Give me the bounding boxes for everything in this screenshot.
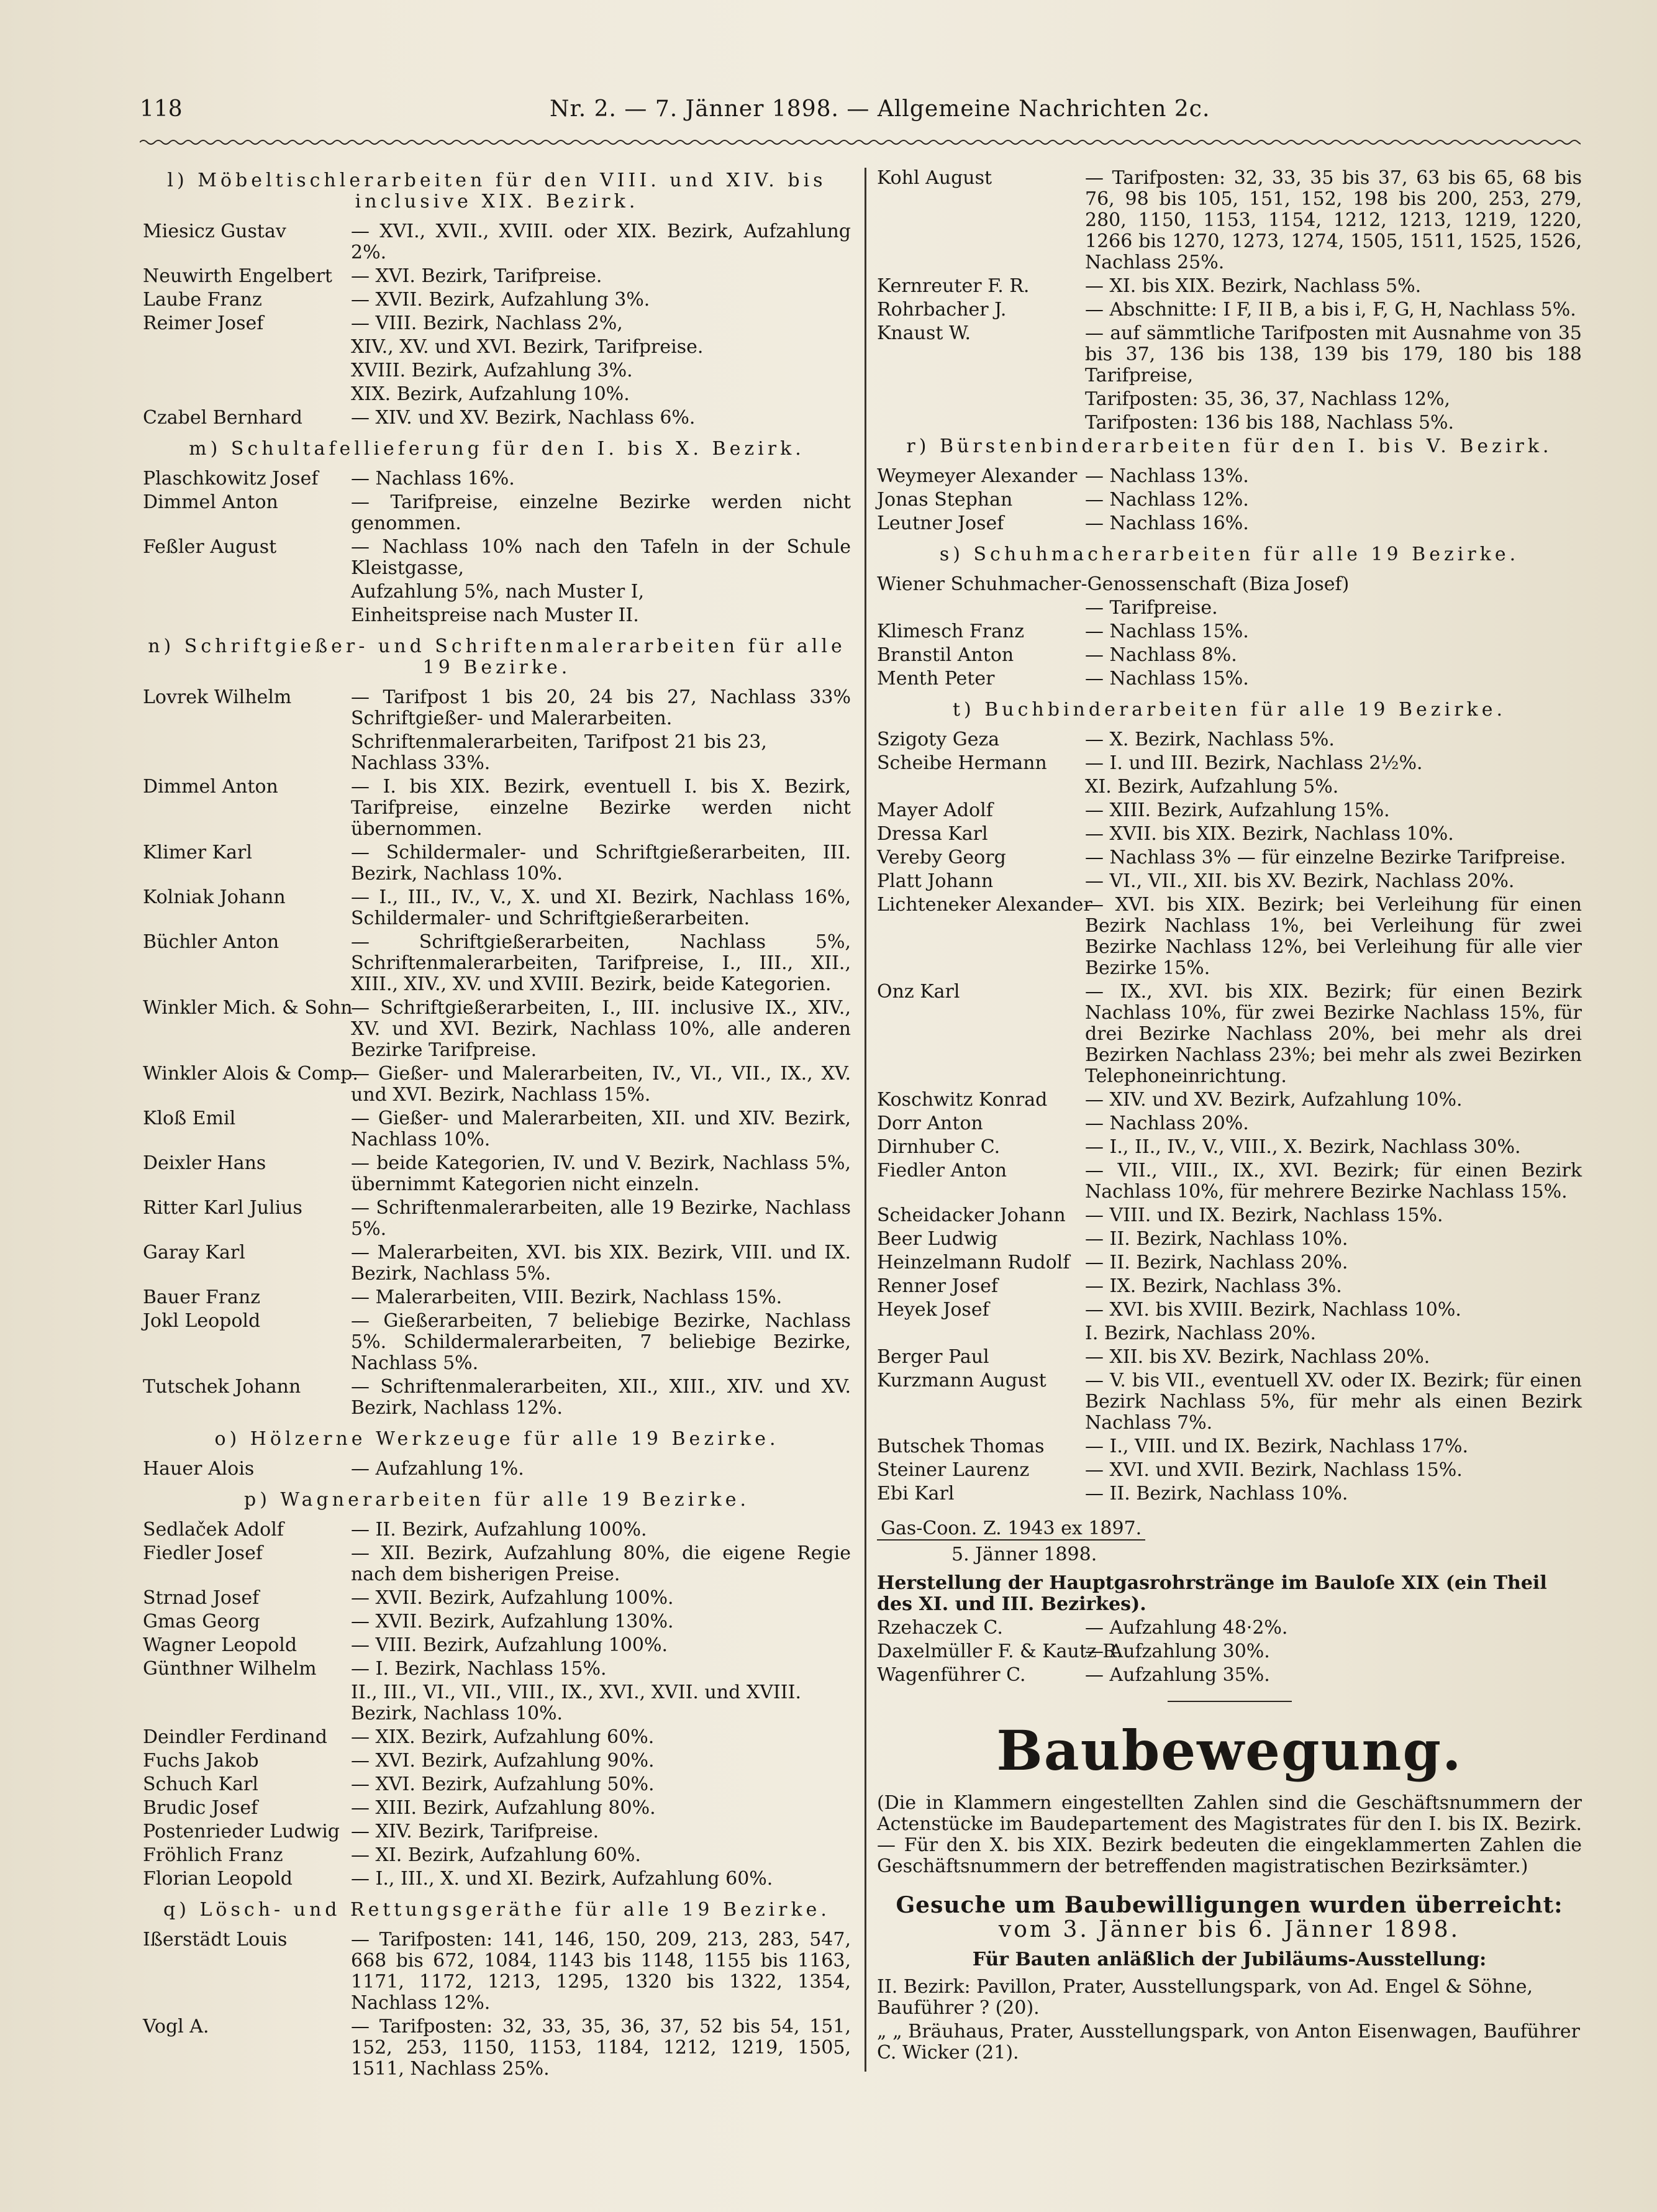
- entry-name: Feßler August: [143, 536, 277, 558]
- list-item: [143, 1727, 851, 1748]
- entry-detail: — Tarifposten: 32, 33, 35, 36, 37, 52 bis 54, 151, 152, 253, 1150, 1153, 1184, 1212, 1219, 1505, 1511, Nachlass 25%.: [351, 2016, 851, 2080]
- entry-name: Koschwitz Konrad: [877, 1089, 1048, 1111]
- entry-name: Vogl A.: [143, 2016, 209, 2037]
- entry-name: Gmas Georg: [143, 1611, 260, 1632]
- entry-continuation: — Tarifpreise.: [1085, 597, 1218, 619]
- entry-detail: — XVII. Bezirk, Aufzahlung 3%.: [351, 289, 650, 311]
- entry-detail: — IX. Bezirk, Nachlass 3%.: [1085, 1275, 1342, 1297]
- entry-detail: — XVI. bis XIX. Bezirk; bei Verleihung für einen Bezirk Nachlass 1%, bei Verleihung für zwei Bezirke Nachlass 12%, bei Verleihung für alle vier Bezirke 15%.: [1085, 894, 1582, 979]
- gesuche-heading: Gesuche um Baubewilligungen wurden überreicht:: [896, 1892, 1563, 1918]
- entry-detail: — Nachlass 10% nach den Tafeln in der Schule Kleistgasse,: [351, 536, 851, 579]
- list-item: [143, 1588, 851, 1609]
- entry-detail: — XII. Bezirk, Aufzahlung 80%, die eigene Regie nach dem bisherigen Preise.: [351, 1542, 851, 1585]
- list-item: [877, 1299, 1582, 1321]
- list-item: [877, 1113, 1582, 1134]
- entry-name: Hauer Alois: [143, 1458, 255, 1480]
- entry-name: Dimmel Anton: [143, 491, 278, 513]
- entry-name: Winkler Alois & Comp.: [143, 1063, 358, 1085]
- list-item: [877, 645, 1582, 666]
- entry-detail: — Nachlass 16%.: [351, 468, 515, 489]
- list-item: [143, 221, 851, 263]
- entry-detail: — XVII. Bezirk, Aufzahlung 130%.: [351, 1611, 674, 1632]
- entry-name: Dressa Karl: [877, 823, 988, 845]
- entry-name: Neuwirth Engelbert: [143, 265, 332, 287]
- entry-detail: — Malerarbeiten, XVI. bis XIX. Bezirk, VIII. und IX. Bezirk, Nachlass 5%.: [351, 1242, 851, 1285]
- entry-detail: — II. Bezirk, Nachlass 20%.: [1085, 1252, 1348, 1273]
- entry-name: Garay Karl: [143, 1242, 245, 1263]
- list-item: [877, 1252, 1582, 1273]
- entry-name: Fiedler Josef: [143, 1542, 263, 1564]
- entry-name: Fröhlich Franz: [143, 1844, 283, 1866]
- entry-detail: — Malerarbeiten, VIII. Bezirk, Nachlass 15%.: [351, 1286, 783, 1308]
- list-item: [877, 753, 1582, 774]
- entry-continuation: Tarifposten: 136 bis 188, Nachlass 5%.: [1085, 412, 1455, 434]
- list-item: [143, 1543, 851, 1585]
- entry-detail: — VII., VIII., IX., XVI. Bezirk; für einen Bezirk Nachlass 10%, für mehrere Bezirke Nachlass 15%.: [1085, 1160, 1582, 1203]
- list-item: [143, 1845, 851, 1866]
- entry-detail: — Nachlass 3% — für einzelne Bezirke Tarifpreise.: [1085, 847, 1566, 868]
- list-item: [877, 489, 1582, 511]
- list-item: [143, 468, 851, 489]
- entry-name: Renner Josef: [877, 1275, 998, 1297]
- list-item: [143, 1153, 851, 1195]
- section-heading: m) Schultafellieferung für den I. bis X. Bezirk.: [189, 438, 805, 460]
- date-range: vom 3. Jänner bis 6. Jänner 1898.: [998, 1917, 1461, 1942]
- list-item: [143, 537, 851, 579]
- section-heading: o) Hölzerne Werkzeuge für alle 19 Bezirke.: [214, 1428, 779, 1450]
- entry-detail: — VIII. und IX. Bezirk, Nachlass 15%.: [1085, 1204, 1443, 1226]
- list-item: [143, 1377, 851, 1419]
- entry-continuation: I. Bezirk, Nachlass 20%.: [1085, 1322, 1316, 1344]
- subsection-title: Herstellung der Hauptgasrohrstränge im Bauloſe XIX (ein Theil des XI. und III. Bezirkes).: [877, 1572, 1547, 1615]
- entry-continuation: XIV., XV. und XVI. Bezirk, Tarifpreise.: [351, 336, 704, 358]
- entry-continuation: Tarifposten: 35, 36, 37, Nachlass 12%,: [1085, 388, 1451, 410]
- list-item: [877, 323, 1582, 386]
- list-item: [143, 1519, 851, 1541]
- list-item: [143, 1287, 851, 1308]
- entry-continuation: Schriftenmalerarbeiten, Tarifpost 21 bis 23, Nachlass 33%.: [351, 731, 767, 774]
- list-item: [877, 668, 1582, 690]
- entry-detail: — I., II., IV., V., VIII., X. Bezirk, Nachlass 30%.: [1085, 1136, 1521, 1158]
- entry-detail: — II. Bezirk, Aufzahlung 100%.: [351, 1519, 647, 1541]
- entry-detail: — XIV. Bezirk, Tarifpreise.: [351, 1821, 599, 1842]
- entry-name: Klimer Karl: [143, 842, 252, 863]
- entry-detail: — auf sämmtliche Tarifposten mit Ausnahme von 35 bis 37, 136 bis 138, 139 bis 179, 180 bis 188 Tarifpreise,: [1085, 322, 1582, 386]
- list-item: [877, 1090, 1582, 1111]
- list-item: [143, 1242, 851, 1285]
- entry-name: Kurzmann August: [877, 1370, 1046, 1391]
- entry-name: Rohrbacher J.: [877, 299, 1007, 321]
- right-column-entries: [877, 168, 1582, 1686]
- entry-name: Dirnhuber C.: [877, 1136, 1001, 1158]
- entry-name: Heinzelmann Rudolf: [877, 1252, 1070, 1273]
- list-item: [143, 1611, 851, 1632]
- entry-detail: — Nachlass 15%.: [1085, 668, 1249, 690]
- entry-detail: — Schildermaler- und Schriftgießerarbeiten, III. Bezirk, Nachlass 10%.: [351, 842, 851, 885]
- list-item: [143, 1063, 851, 1106]
- entry-detail: — I., III., X. und XI. Bezirk, Aufzahlung 60%.: [351, 1868, 773, 1890]
- list-item: [877, 299, 1582, 321]
- entry-name: Ißerstädt Louis: [143, 1929, 288, 1950]
- list-item: [143, 313, 851, 334]
- section-heading: t) Buchbinderarbeiten für alle 19 Bezirke.: [952, 699, 1507, 721]
- list-item: [143, 1311, 851, 1374]
- list-item: [877, 894, 1582, 979]
- list-item: [877, 1276, 1582, 1297]
- entry-name: Scheibe Hermann: [877, 752, 1047, 774]
- list-item: [143, 932, 851, 995]
- reference-date: 5. Jänner 1898.: [951, 1544, 1097, 1565]
- entry-name: Reimer Josef: [143, 312, 264, 334]
- entry-name: Heyek Josef: [877, 1299, 989, 1321]
- list-item: [143, 687, 851, 729]
- entry-detail: — I. und III. Bezirk, Nachlass 2½%.: [1085, 752, 1423, 774]
- reference-number: Gas-Coon. Z. 1943 ex 1897.: [877, 1518, 1145, 1541]
- list-item: [877, 168, 1582, 273]
- entry-detail: — X. Bezirk, Nachlass 5%.: [1085, 729, 1335, 750]
- list-item: [877, 824, 1582, 845]
- entry-name: Dimmel Anton: [143, 776, 278, 798]
- list-item: [877, 276, 1582, 297]
- list-item: [143, 1198, 851, 1240]
- section-rule: [1168, 1701, 1292, 1702]
- entry-detail: — VIII. Bezirk, Aufzahlung 100%.: [351, 1634, 668, 1656]
- list-item: [143, 1459, 851, 1480]
- entry-name: Szigoty Geza: [877, 729, 1000, 750]
- entry-name: Laube Franz: [143, 289, 262, 311]
- list-item: [143, 1750, 851, 1772]
- right-column: [877, 168, 1582, 2066]
- entry-detail: — XII. bis XV. Bezirk, Nachlass 20%.: [1085, 1346, 1430, 1368]
- entry-detail: — Schriftenmalerarbeiten, XII., XIII., XIV. und XV. Bezirk, Nachlass 12%.: [351, 1376, 851, 1419]
- entry-continuation: XIX. Bezirk, Aufzahlung 10%.: [351, 383, 630, 405]
- header-rule: [140, 137, 1581, 148]
- entry-name: Ritter Karl Julius: [143, 1197, 302, 1219]
- entry-name: Winkler Mich. & Sohn: [143, 997, 353, 1019]
- reference-wrapper: [877, 1507, 1582, 1541]
- list-item: [877, 1370, 1582, 1434]
- entry-name: Kloß Emil: [143, 1108, 236, 1129]
- section-heading: s) Schuhmacherarbeiten für alle 19 Bezirke.: [939, 544, 1520, 565]
- list-item: [877, 1137, 1582, 1158]
- list-item: [143, 1635, 851, 1656]
- entry-detail: — Schriftenmalerarbeiten, alle 19 Bezirke, Nachlass 5%.: [351, 1197, 851, 1240]
- section-heading: n) Schriftgießer- und Schriftenmalerarbeiten für alle 19 Bezirke.: [148, 635, 846, 678]
- entry-detail: — XIII. Bezirk, Aufzahlung 80%.: [351, 1797, 656, 1819]
- list-item: [143, 289, 851, 311]
- section-heading: q) Lösch- und Rettungsgeräthe für alle 19 Bezirke.: [163, 1899, 830, 1921]
- entry-name: Deindler Ferdinand: [143, 1726, 327, 1748]
- entry-name: Rzehaczek C.: [877, 1617, 1003, 1639]
- column-divider: [865, 168, 866, 2072]
- entry-name: Jonas Stephan: [877, 489, 1013, 511]
- entry-name: Günthner Wilhelm: [143, 1658, 317, 1680]
- entry-detail: — IX., XVI. bis XIX. Bezirk; für einen Bezirk Nachlass 10%, für zwei Bezirke Nachlass 15%, für drei Bezirke Nachlass 20%, bei mehr als drei Bezirken Nachlass 23%; bei mehr als zwei Bezirken Telephoneinrichtung.: [1085, 981, 1582, 1087]
- entry-name: Plaschkowitz Josef: [143, 468, 319, 489]
- list-item: [143, 1868, 851, 1890]
- entry-detail: — II. Bezirk, Nachlass 10%.: [1085, 1483, 1348, 1504]
- list-item: [877, 1641, 1582, 1662]
- entry-name: Weymeyer Alexander: [877, 465, 1078, 487]
- list-item: [143, 1659, 851, 1680]
- entry-name: Strnad Josef: [143, 1587, 260, 1609]
- entry-detail: — XVI. Bezirk, Tarifpreise.: [351, 265, 602, 287]
- entry-name: Ebi Karl: [877, 1483, 955, 1504]
- entry-detail: — Nachlass 13%.: [1085, 465, 1249, 487]
- baubewegung-title: Baubewegung.: [996, 1718, 1463, 1783]
- entry-detail: — beide Kategorien, IV. und V. Bezirk, Nachlass 5%, übernimmt Kategorien nicht einzeln.: [351, 1152, 851, 1195]
- entry-name: Czabel Bernhard: [143, 407, 302, 429]
- entry-name: Butschek Thomas: [877, 1436, 1045, 1457]
- entry-detail: — Tarifpost 1 bis 20, 24 bis 27, Nachlass 33% Schriftgießer- und Malerarbeiten.: [351, 686, 851, 729]
- entry-continuation: Einheitspreise nach Muster II.: [351, 604, 639, 626]
- entry-detail: — Nachlass 20%.: [1085, 1113, 1249, 1134]
- entry-name: Berger Paul: [877, 1346, 989, 1368]
- entry-detail: — XVII. Bezirk, Aufzahlung 100%.: [351, 1587, 674, 1609]
- entry-name: Leutner Josef: [877, 512, 1004, 534]
- entry-name: Dorr Anton: [877, 1113, 983, 1134]
- entry-name: Wagner Leopold: [143, 1634, 297, 1656]
- bauten-item: II. Bezirk: Pavillon, Prater, Ausstellungspark, von Ad. Engel & Söhne, Bauführer ? (20).: [877, 1976, 1533, 2019]
- list-item: [877, 1483, 1582, 1504]
- section-heading: p) Wagnerarbeiten für alle 19 Bezirke.: [243, 1489, 750, 1511]
- entry-detail: — XIV. und XV. Bezirk, Aufzahlung 10%.: [1085, 1089, 1463, 1111]
- entry-name: Fiedler Anton: [877, 1160, 1007, 1181]
- entry-detail: — XVII. bis XIX. Bezirk, Nachlass 10%.: [1085, 823, 1454, 845]
- section-heading: l) Möbeltischlerarbeiten für den VIII. und XIV. bis inclusive XIX. Bezirk.: [167, 170, 827, 212]
- entry-name: Fuchs Jakob: [143, 1750, 259, 1772]
- entry-name: Menth Peter: [877, 668, 995, 690]
- list-item: [143, 407, 851, 429]
- entry-name: Kernreuter F. R.: [877, 275, 1030, 297]
- page-number: 118: [140, 96, 183, 122]
- list-item: [143, 1929, 851, 2014]
- entry-name: Kohl August: [877, 167, 992, 189]
- list-item: [877, 1665, 1582, 1686]
- list-item: [877, 1229, 1582, 1250]
- entry-detail: — XIX. Bezirk, Aufzahlung 60%.: [351, 1726, 655, 1748]
- entry-detail: — I. bis XIX. Bezirk, eventuell I. bis X. Bezirk, Tarifpreise, einzelne Bezirke werden nicht übernommen.: [351, 776, 851, 840]
- bauten-heading: Für Bauten anläßlich der Jubiläums-Ausstellung:: [972, 1949, 1487, 1970]
- entry-name: Klimesch Franz: [877, 621, 1025, 642]
- entry-detail: — Aufzahlung 35%.: [1085, 1664, 1270, 1686]
- list-item: [143, 1798, 851, 1819]
- entry-detail: — Nachlass 8%.: [1085, 644, 1237, 666]
- list-item: [877, 1205, 1582, 1226]
- entry-name: Mayer Adolf: [877, 799, 993, 821]
- entry-detail: — Abschnitte: I F, II B, a bis i, F, G, H, Nachlass 5%.: [1085, 299, 1576, 321]
- entry-detail: — Gießerarbeiten, 7 beliebige Bezirke, Nachlass 5%. Schildermalerarbeiten, 7 beliebige Bezirke, Nachlass 5%.: [351, 1310, 851, 1374]
- entry-name: Lovrek Wilhelm: [143, 686, 292, 708]
- list-item: [143, 1821, 851, 1842]
- entry-detail: — I., III., IV., V., X. und XI. Bezirk, Nachlass 16%, Schildermaler- und Schriftgießerarbeiten.: [351, 886, 851, 929]
- list-item: [877, 1160, 1582, 1203]
- list-item: [877, 1618, 1582, 1639]
- list-item: [143, 1108, 851, 1150]
- entry-name: Branstil Anton: [877, 644, 1014, 666]
- running-title: Nr. 2. — 7. Jänner 1898. — Allgemeine Nachrichten 2c.: [550, 96, 1210, 122]
- entry-name: Sedlaček Adolf: [143, 1519, 284, 1541]
- entry-detail: — XVI. Bezirk, Aufzahlung 90%.: [351, 1750, 655, 1772]
- entry-detail: — XVI. und XVII. Bezirk, Nachlass 15%.: [1085, 1459, 1463, 1481]
- entry-name: Tutschek Johann: [143, 1376, 301, 1398]
- list-item: [877, 729, 1582, 750]
- entry-detail: — Schriftgießerarbeiten, Nachlass 5%, Schriftenmalerarbeiten, Tarifpreise, I., III., XII., XIII., XIV., XV. und XVIII. Bezirk, beide Kategorien.: [351, 931, 851, 995]
- list-item: [877, 1460, 1582, 1481]
- entry-detail: — XI. Bezirk, Aufzahlung 60%.: [351, 1844, 641, 1866]
- entry-detail: — XVI. Bezirk, Aufzahlung 50%.: [351, 1773, 655, 1795]
- entry-name: Postenrieder Ludwig: [143, 1821, 340, 1842]
- entry-detail: — VIII. Bezirk, Nachlass 2%,: [351, 312, 623, 334]
- list-item: [877, 621, 1582, 642]
- entry-detail: — I. Bezirk, Nachlass 15%.: [351, 1658, 607, 1680]
- entry-detail: — XI. bis XIX. Bezirk, Nachlass 5%.: [1085, 275, 1422, 297]
- entry-name: Kolniak Johann: [143, 886, 286, 908]
- list-item: [143, 998, 851, 1061]
- list-item: [877, 1347, 1582, 1368]
- entry-name: Wagenführer C.: [877, 1664, 1026, 1686]
- entry-detail: — Gießer- und Malerarbeiten, IV., VI., VII., IX., XV. und XVI. Bezirk, Nachlass 15%.: [351, 1063, 851, 1106]
- entry-name: Miesicz Gustav: [143, 221, 286, 242]
- entry-name: Florian Leopold: [143, 1868, 293, 1890]
- bauten-list: [877, 1977, 1582, 2064]
- list-item: [143, 2016, 851, 2080]
- entry-detail: — XVI. bis XVIII. Bezirk, Nachlass 10%.: [1085, 1299, 1461, 1321]
- entry-name: Lichteneker Alexander: [877, 894, 1092, 916]
- baubewegung-note: (Die in Klammern eingestellten Zahlen sind die Geschäftsnummern der Actenstücke im Baudepartement des Magistrates für den I. bis IX. Bezirk. — Für den X. bis XIX. Bezirk bedeuten die eingeklammerten Zahlen die Geschäftsnummern der betreffenden magistratischen Bezirksämter.): [877, 1792, 1582, 1877]
- list-item: [877, 981, 1582, 1087]
- entry-detail: — Nachlass 15%.: [1085, 621, 1249, 642]
- list-item: [143, 492, 851, 534]
- page-header: [140, 96, 1581, 134]
- list-item: [877, 1436, 1582, 1457]
- entry-detail: — Gießer- und Malerarbeiten, XII. und XIV. Bezirk, Nachlass 10%.: [351, 1108, 851, 1150]
- entry-name: Beer Ludwig: [877, 1228, 998, 1250]
- bauten-item: „ „ Bräuhaus, Prater, Ausstellungspark, von Anton Eisenwagen, Bauführer C. Wicker (21).: [877, 2021, 1580, 2064]
- entry-name: Büchler Anton: [143, 931, 279, 953]
- entry-name: Bauer Franz: [143, 1286, 261, 1308]
- entry-detail: — Schriftgießerarbeiten, I., III. inclusive IX., XIV., XV. und XVI. Bezirk, Nachlass 10%, alle anderen Bezirke Tarifpreise.: [351, 997, 851, 1061]
- list-item: [877, 513, 1582, 534]
- entry-detail: — Aufzahlung 1%.: [351, 1458, 524, 1480]
- entry-detail: — II. Bezirk, Nachlass 10%.: [1085, 1228, 1348, 1250]
- entry-name: Onz Karl: [877, 981, 960, 1003]
- entry-name: Jokl Leopold: [143, 1310, 261, 1332]
- entry-detail: — Tarifposten: 141, 146, 150, 209, 213, 283, 547, 668 bis 672, 1084, 1143 bis 1148, 1155 bis 1163, 1171, 1172, 1213, 1295, 1320 bis 1322, 1354, Nachlass 12%.: [351, 1929, 851, 2014]
- entry-name: Steiner Laurenz: [877, 1459, 1030, 1481]
- entry-detail: — Tarifpreise, einzelne Bezirke werden nicht genommen.: [351, 491, 851, 534]
- entry-detail: — Nachlass 12%.: [1085, 489, 1249, 511]
- list-item: [877, 847, 1582, 868]
- section-heading: r) Bürstenbinderarbeiten für den I. bis V. Bezirk.: [906, 435, 1553, 457]
- entry-detail: — XVI., XVII., XVIII. oder XIX. Bezirk, Aufzahlung 2%.: [351, 221, 851, 263]
- entry-detail: — Nachlass 16%.: [1085, 512, 1249, 534]
- entry-continuation: XI. Bezirk, Aufzahlung 5%.: [1085, 776, 1339, 798]
- entry-detail: — VI., VII., XII. bis XV. Bezirk, Nachlass 20%.: [1085, 870, 1515, 892]
- left-column: [143, 168, 851, 2082]
- list-item: [877, 871, 1582, 892]
- list-item: [143, 842, 851, 885]
- entry-name: Platt Johann: [877, 870, 994, 892]
- entry-detail: — V. bis VII., eventuell XV. oder IX. Bezirk; für einen Bezirk Nachlass 5%, für mehr als einen Bezirk Nachlass 7%.: [1085, 1370, 1582, 1434]
- list-item: [877, 466, 1582, 487]
- entry-name: Schuch Karl: [143, 1773, 258, 1795]
- entry-name: Brudic Josef: [143, 1797, 258, 1819]
- list-item: [143, 266, 851, 287]
- list-item: [143, 1774, 851, 1795]
- entry-name: Daxelmüller F. & Kautz R.: [877, 1641, 1123, 1662]
- entry-detail: — XIV. und XV. Bezirk, Nachlass 6%.: [351, 407, 696, 429]
- entry-name: Knaust W.: [877, 322, 971, 344]
- list-item: [877, 800, 1582, 821]
- entry-name: Vereby Georg: [877, 847, 1006, 868]
- entry-continuation: XVIII. Bezirk, Aufzahlung 3%.: [351, 360, 633, 381]
- entry-name: Scheidacker Johann: [877, 1204, 1066, 1226]
- entry-name: Deixler Hans: [143, 1152, 266, 1174]
- entry-continuation: II., III., VI., VII., VIII., IX., XVI., XVII. und XVIII. Bezirk, Nachlass 10%.: [351, 1682, 801, 1724]
- entry-detail: — Aufzahlung 30%.: [1085, 1641, 1270, 1662]
- entry-detail: — Aufzahlung 48·2%.: [1085, 1617, 1288, 1639]
- entry-continuation: Aufzahlung 5%, nach Muster I,: [351, 581, 645, 603]
- list-item: [143, 776, 851, 840]
- entry-detail: — Tarifposten: 32, 33, 35 bis 37, 63 bis 65, 68 bis 76, 98 bis 105, 151, 152, 198 bis 200, 253, 279, 280, 1150, 1153, 1154, 1212, 1213, 1219, 1220, 1266 bis 1270, 1273, 1274, 1505, 1511, 1525, 1526, Nachlass 25%.: [1085, 167, 1582, 273]
- list-item: [143, 887, 851, 929]
- entry-detail: — I., VIII. und IX. Bezirk, Nachlass 17%.: [1085, 1436, 1469, 1457]
- entry-line: Wiener Schuhmacher-Genossenschaft (Biza Josef): [877, 573, 1350, 595]
- entry-detail: — XIII. Bezirk, Aufzahlung 15%.: [1085, 799, 1390, 821]
